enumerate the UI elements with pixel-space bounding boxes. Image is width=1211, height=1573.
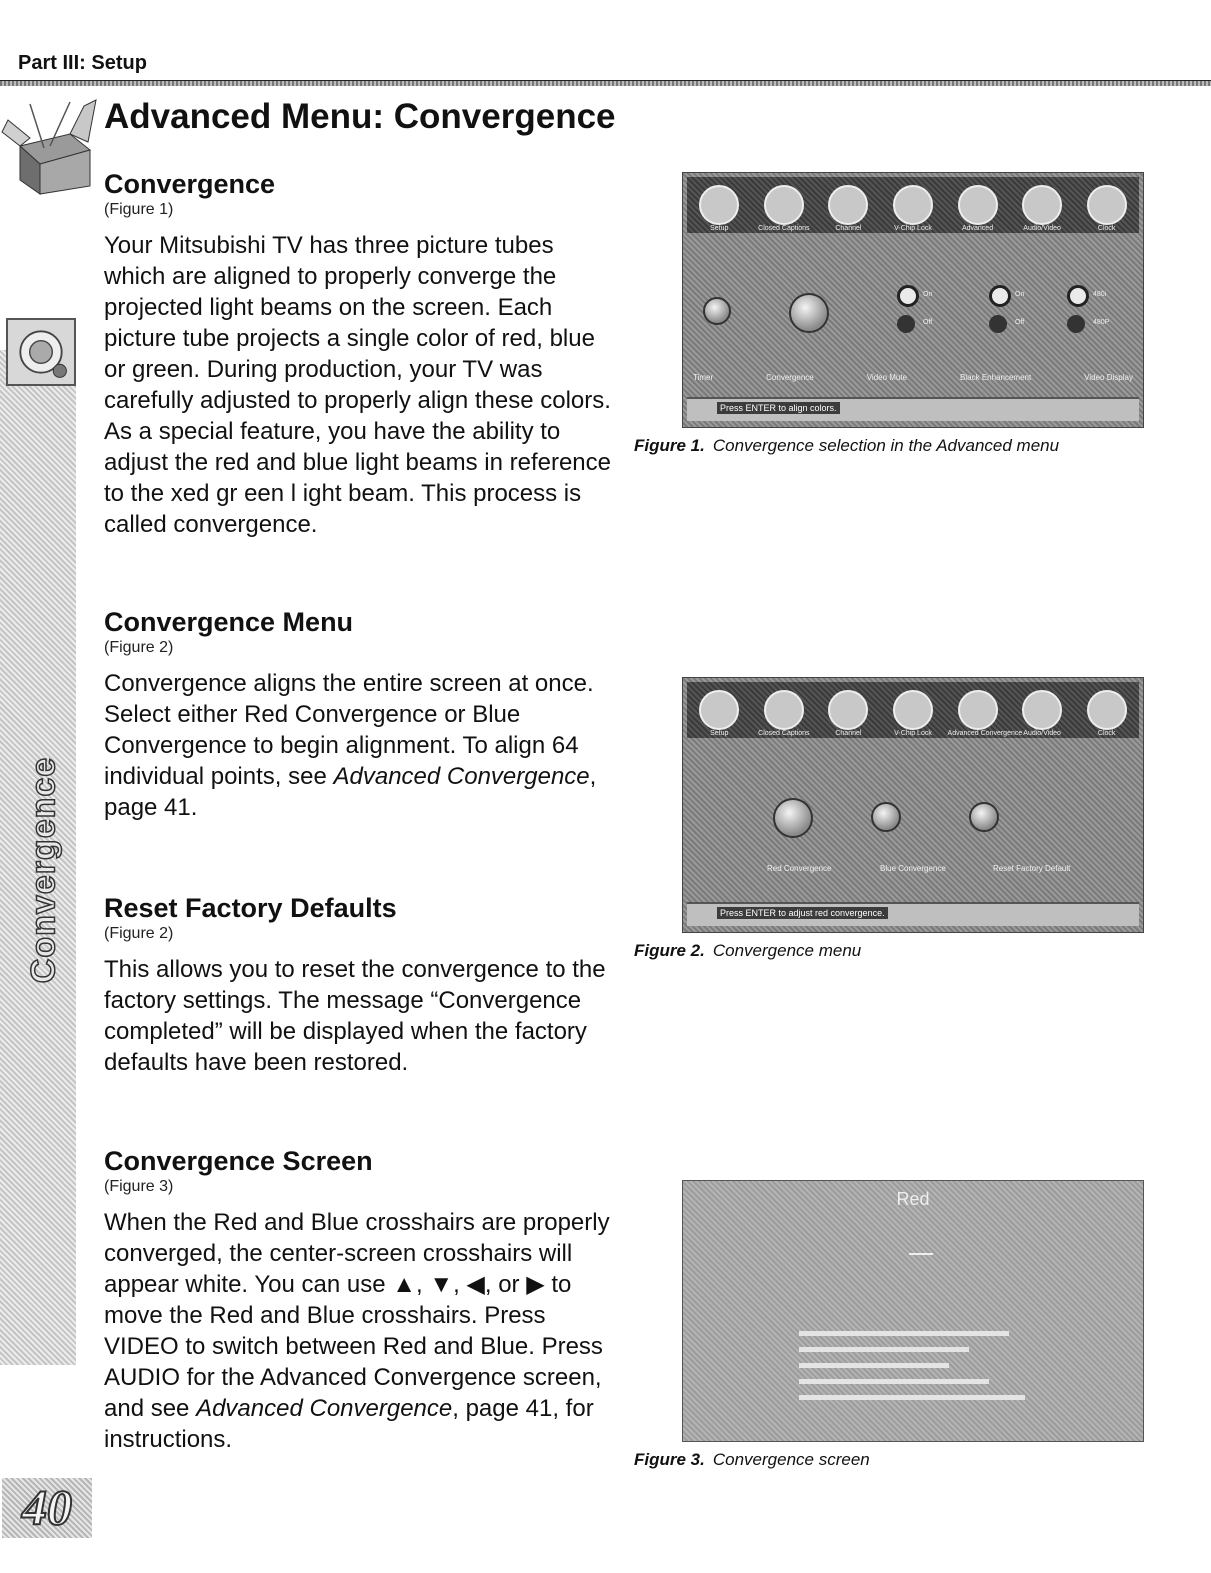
clock-icon: [1087, 690, 1127, 730]
caption-text: Convergence menu: [712, 941, 862, 960]
body-text: Convergence aligns the entire screen at once. Select either Red Convergence or Blue Convergence to begin alignment. To align 64 individual points, see: [104, 670, 594, 790]
menu-label: Red Convergence: [767, 864, 832, 873]
advanced-convergence-icon: [958, 690, 998, 730]
option-label: 480P: [1093, 319, 1110, 326]
instruction-lines: [799, 1327, 1029, 1407]
icon-label: V-Chip Lock: [894, 730, 932, 737]
figure-1: [634, 172, 1154, 456]
body-text-tail: , page 41, for instructions.: [104, 1395, 594, 1453]
menu-label: Blue Convergence: [880, 864, 946, 873]
channel-icon: [828, 690, 868, 730]
caption-text: Convergence selection in the Advanced menu: [712, 436, 1060, 455]
figure-label: Figure 3.: [634, 1450, 705, 1469]
icon-label: Clock: [1097, 225, 1116, 232]
menu-labels: [767, 864, 1083, 873]
on-radio-icon: [1067, 285, 1089, 307]
convergence-menu-screenshot: [682, 677, 1144, 933]
on-radio-icon: [989, 285, 1011, 307]
menu-label: Timer: [693, 373, 714, 382]
icon-label: Channel: [835, 730, 862, 737]
off-radio-icon: [989, 315, 1007, 333]
figure-ref: (Figure 2): [104, 639, 174, 656]
status-message: Press ENTER to align colors.: [717, 402, 840, 414]
closed-captions-icon: [764, 690, 804, 730]
lock-icon: [893, 185, 933, 225]
section-convergence-menu: [104, 606, 614, 823]
icon-labels: [687, 730, 1139, 744]
setup-icon: [699, 690, 739, 730]
figure-label: Figure 2.: [634, 941, 705, 960]
reset-factory-knob: [969, 802, 999, 832]
icon-label: Clock: [1097, 730, 1116, 737]
cross-reference: Advanced Convergence: [196, 1395, 453, 1422]
status-message: Press ENTER to adjust red convergence.: [717, 907, 888, 919]
figure-caption: [634, 1450, 1154, 1470]
option-label: On: [923, 291, 933, 298]
setup-icon: [699, 185, 739, 225]
setup-box-icon: [0, 94, 104, 194]
off-radio-icon: [897, 315, 915, 333]
audio-video-icon: [1022, 185, 1062, 225]
red-convergence-knob: [773, 798, 813, 838]
figure-caption: [634, 941, 1154, 961]
part-title: Part III: Setup: [18, 52, 147, 74]
blue-convergence-knob: [871, 802, 901, 832]
menu-label: Black Enhancement: [960, 373, 1032, 382]
menu-label: Convergence: [766, 373, 814, 382]
page-number: 40: [22, 1479, 72, 1535]
icon-label: Advanced: [961, 225, 994, 232]
caption-text: Convergence screen: [712, 1450, 870, 1469]
page-title: Advanced Menu: Convergence: [104, 97, 616, 136]
off-radio-icon: [1067, 315, 1085, 333]
advanced-menu-screenshot: [682, 172, 1144, 428]
section-reset-factory-defaults: [104, 892, 614, 1078]
header-rule: [0, 80, 1211, 86]
option-label: On: [1015, 291, 1025, 298]
audio-video-icon: [1022, 690, 1062, 730]
page-number-box: [2, 1478, 92, 1538]
icon-label: Channel: [835, 225, 862, 232]
section-heading: Reset Factory Defaults: [104, 893, 397, 923]
figure-ref: (Figure 2): [104, 925, 174, 942]
channel-icon: [828, 185, 868, 225]
crosshair-icon: [909, 1253, 933, 1255]
icon-label: Setup: [710, 730, 729, 737]
figure-label: Figure 1.: [634, 436, 705, 455]
section-heading: Convergence Screen: [104, 1146, 373, 1176]
icon-label: Audio/Video: [1023, 730, 1061, 737]
icon-label: Advanced Convergence: [947, 730, 1023, 737]
status-bar: [687, 902, 1139, 926]
option-label: 480i: [1093, 291, 1107, 298]
option-label: Off: [1015, 319, 1025, 326]
icon-label: Closed Captions: [758, 730, 810, 737]
figure-ref: (Figure 1): [104, 201, 174, 218]
figure-caption: [634, 436, 1154, 456]
menu-label: Video Mute: [866, 373, 908, 382]
cross-reference: Advanced Convergence: [333, 763, 590, 790]
option-label: Off: [923, 319, 933, 326]
timer-knob: [703, 297, 731, 325]
figure-3: [634, 1180, 1154, 1470]
section-convergence-screen: [104, 1145, 614, 1455]
menu-label: Video Display: [1084, 373, 1133, 382]
status-bar: [687, 397, 1139, 421]
lock-icon: [893, 690, 933, 730]
section-body: [104, 1207, 614, 1455]
icon-label: V-Chip Lock: [894, 225, 932, 232]
screen-title: Red: [896, 1189, 930, 1209]
section-body: [104, 668, 614, 823]
convergence-tab-icon: [6, 318, 76, 386]
on-radio-icon: [897, 285, 919, 307]
advanced-icon: [958, 185, 998, 225]
body-text: When the Red and Blue crosshairs are properly converged, the center-screen crosshairs will appear white. You can use ▲, ▼, ◀, or ▶ to move the Red and Blue crosshairs. Press VIDEO to switch between Red and Blue. Press AUDIO for the Advanced Convergence screen, and see: [104, 1209, 610, 1422]
section-body: This allows you to reset the convergence to the factory settings. The message “Convergence completed” will be displayed when the factory defaults have been restored.: [104, 956, 606, 1076]
section-convergence: [104, 168, 614, 540]
icon-label: Closed Captions: [758, 225, 810, 232]
convergence-knob: [789, 293, 829, 333]
closed-captions-icon: [764, 185, 804, 225]
menu-labels: [693, 373, 1133, 382]
section-body: Your Mitsubishi TV has three picture tubes which are aligned to properly converge the projected light beams on the screen. Each picture tube projects a single color of red, blue or green. During production, your TV was carefully adjusted to properly align these colors. As a special feature, you have the ability to adjust the red and blue light beams in reference to the xed gr een l ight beam. This process is called convergence.: [104, 232, 611, 538]
section-heading: Convergence Menu: [104, 607, 354, 637]
page-header: [0, 50, 1211, 86]
icon-labels: [687, 225, 1139, 239]
icon-label: Audio/Video: [1023, 225, 1061, 232]
clock-icon: [1087, 185, 1127, 225]
convergence-screen-screenshot: [682, 1180, 1144, 1442]
figure-2: [634, 677, 1154, 961]
icon-label: Setup: [710, 225, 729, 232]
body-text-tail: , page 41.: [104, 763, 597, 821]
figure-ref: (Figure 3): [104, 1178, 174, 1195]
side-tab-label: Convergence: [24, 756, 63, 984]
section-heading: Convergence: [104, 169, 276, 199]
menu-label: Reset Factory Default: [993, 864, 1071, 873]
